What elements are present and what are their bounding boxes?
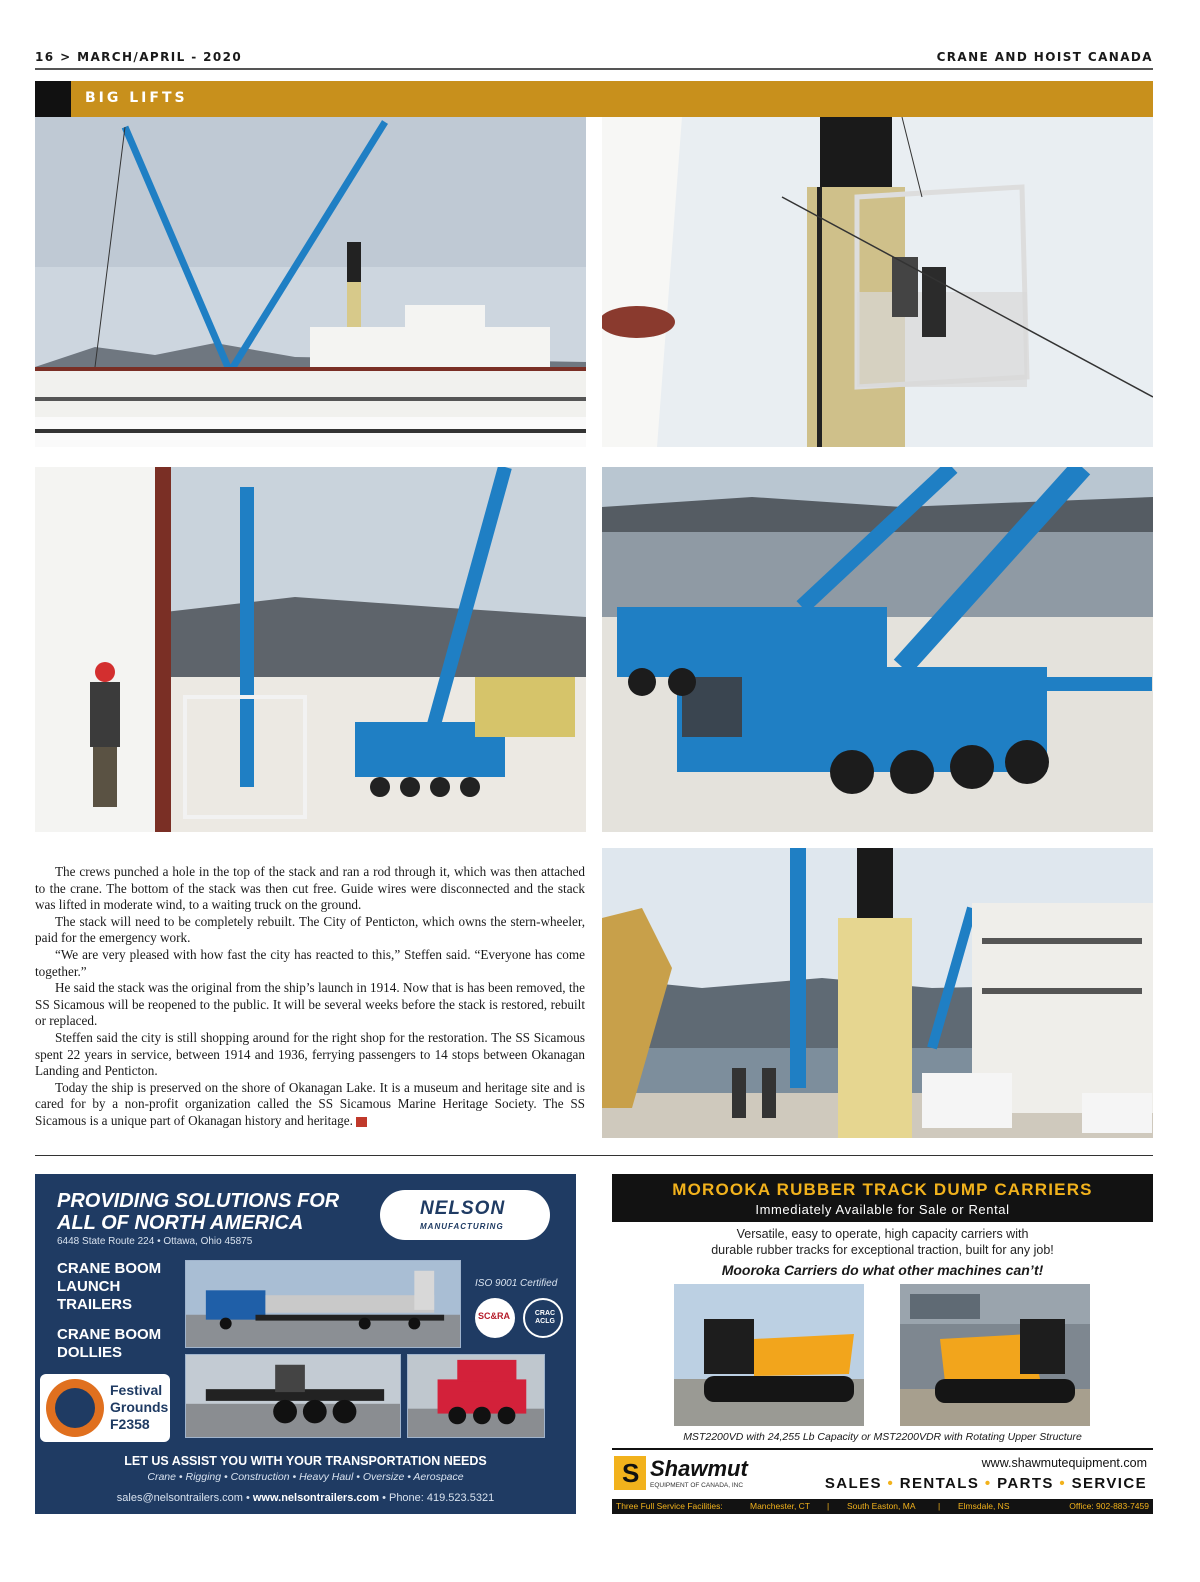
shawmut-logo: [614, 1456, 764, 1494]
shawmut-brand: Shawmut: [650, 1456, 748, 1481]
photo-worker-crane: [35, 467, 586, 832]
shawmut-website-link[interactable]: www.shawmutequipment.com: [981, 1456, 1147, 1470]
shawmut-locations-bar: [612, 1499, 1153, 1514]
nelson-assist-line: LET US ASSIST YOU WITH YOUR TRANSPORTATION NEEDS: [124, 1454, 487, 1468]
conexpo-festival-badge: [40, 1374, 170, 1442]
nelson-email[interactable]: sales@nelsontrailers.com •: [116, 1492, 253, 1504]
morooka-desc-line: Versatile, easy to operate, high capacity carriers with: [736, 1227, 1029, 1241]
service-item: PARTS: [997, 1475, 1054, 1492]
article-paragraph: “We are very pleased with how fast the city has reacted to this,” Steffen said. “Everyone has come together.”: [35, 946, 585, 979]
nelson-headline: PROVIDING SOLUTIONS FOR ALL OF NORTH AMERICA: [57, 1190, 340, 1234]
nelson-product-dollies: CRANE BOOM DOLLIES: [57, 1326, 162, 1361]
nelson-red-crane-photo: [407, 1354, 545, 1438]
nelson-product-trailers: CRANE BOOM LAUNCH TRAILERS: [57, 1260, 162, 1313]
header-rule: [35, 68, 1153, 70]
service-separator-icon: •: [984, 1475, 998, 1492]
issue-label: 16 > MARCH/APRIL - 2020: [35, 50, 243, 64]
article-paragraph: He said the stack was the original from the ship’s launch in 1914. Now that is has been removed, the SS Sicamous will be reopened to the public. It will be several weeks before the stack is restored, rebuilt or replaced.: [35, 980, 585, 1029]
ad-divider-rule: [35, 1155, 1153, 1156]
nelson-phone: • Phone: 419.523.5321: [379, 1492, 495, 1504]
photo-ship-crane: [35, 117, 586, 447]
nelson-dolly-photo: [185, 1354, 401, 1438]
service-separator-icon: •: [887, 1475, 900, 1492]
morooka-desc-line: durable rubber tracks for exceptional traction, built for any job!: [711, 1243, 1054, 1257]
nelson-address: 6448 State Route 224 • Ottawa, Ohio 45875: [57, 1236, 253, 1247]
carrier-photo-left: [674, 1284, 864, 1426]
locations-label: Three Full Service Facilities:: [616, 1501, 723, 1511]
festival-booth-text: Festival Grounds F2358: [110, 1382, 169, 1432]
photo-stack-lift: [602, 848, 1153, 1138]
nelson-website-link[interactable]: www.nelsontrailers.com: [252, 1492, 380, 1504]
location-separator: |: [938, 1501, 941, 1511]
nelson-logo-word: NELSON: [420, 1198, 506, 1219]
photo-stack-cage: [602, 117, 1153, 447]
nelson-logo-sub: MANUFACTURING: [420, 1222, 504, 1231]
nelson-ad[interactable]: [35, 1174, 576, 1514]
photo-two-cranes: [602, 467, 1153, 832]
conexpo-logo-icon: [46, 1379, 104, 1437]
crac-badge-icon: [523, 1298, 563, 1338]
location-item: South Easton, MA: [847, 1501, 916, 1511]
page-header: [35, 50, 1153, 70]
morooka-subtitle: Immediately Available for Sale or Rental: [755, 1202, 1010, 1217]
shawmut-services: [825, 1475, 1147, 1492]
end-mark-icon: [356, 1117, 367, 1127]
nelson-contact: [35, 1492, 576, 1504]
article-paragraph-text: Today the ship is preserved on the shore of Okanagan Lake. It is a museum and heritage site and is cared for by a non-profit organization called the SS Sicamous Marine Heritage Society. The SS Sicamous is a unique part of Okanagan history and heritage.: [35, 1079, 585, 1128]
location-separator: |: [827, 1501, 830, 1511]
carrier-caption: MST2200VD with 24,255 Lb Capacity or MST2200VDR with Rotating Upper Structure: [683, 1431, 1082, 1443]
nelson-trailer-photo: [185, 1260, 461, 1348]
shawmut-office-phone: Office: 902-883-7459: [1069, 1501, 1149, 1511]
article-paragraph: Steffen said the city is still shopping around for the right shop for the restoration. The SS Sicamous spent 22 years in service, between 1914 and 1936, ferrying passengers to 14 stops between Okanagan Landing and Penticton.: [35, 1029, 585, 1079]
section-bar: [35, 81, 1153, 117]
shawmut-s-icon: S: [614, 1456, 646, 1490]
article-body: [35, 864, 585, 1130]
iso-cert-label: ISO 9001 Certified: [475, 1278, 558, 1289]
publication-title: CRANE AND HOIST CANADA: [936, 50, 1153, 64]
service-item: RENTALS: [899, 1475, 980, 1492]
scra-badge-text: SC&RA: [478, 1311, 511, 1321]
morooka-footer-rule: [612, 1448, 1153, 1450]
location-item: Manchester, CT: [750, 1501, 810, 1511]
section-marker: [35, 81, 71, 117]
section-label: BIG LIFTS: [85, 90, 188, 106]
nelson-categories: Crane • Rigging • Construction • Heavy Haul • Oversize • Aerospace: [147, 1471, 464, 1483]
service-item: SALES: [824, 1475, 882, 1492]
crac-badge-text: CRAC ACLG: [534, 1310, 556, 1325]
carrier-photo-right: [900, 1284, 1090, 1426]
location-item: Elmsdale, NS: [958, 1501, 1010, 1511]
morooka-title: MOROOKA RUBBER TRACK DUMP CARRIERS: [672, 1180, 1093, 1199]
article-paragraph: The stack will need to be completely rebuilt. The City of Penticton, which owns the stern-wheeler, paid for the emergency work.: [35, 913, 585, 946]
morooka-ad[interactable]: [612, 1174, 1153, 1514]
scra-badge-icon: [475, 1298, 515, 1338]
nelson-logo: [380, 1190, 550, 1240]
morooka-tagline: Mooroka Carriers do what other machines can’t!: [721, 1262, 1044, 1278]
article-paragraph-last: [35, 1080, 585, 1130]
article-paragraph: The crews punched a hole in the top of the stack and ran a rod through it, which was then attached to the crane. The bottom of the stack was then cut free. Guide wires were disconnected and the stack was lifted in moderate wind, to a waiting truck on the ground.: [35, 864, 585, 913]
service-separator-icon: •: [1059, 1475, 1072, 1492]
service-item: SERVICE: [1071, 1475, 1147, 1492]
morooka-description: [612, 1226, 1153, 1258]
shawmut-brand-sub: EQUIPMENT OF CANADA, INC: [650, 1482, 744, 1489]
morooka-banner: [612, 1174, 1153, 1222]
